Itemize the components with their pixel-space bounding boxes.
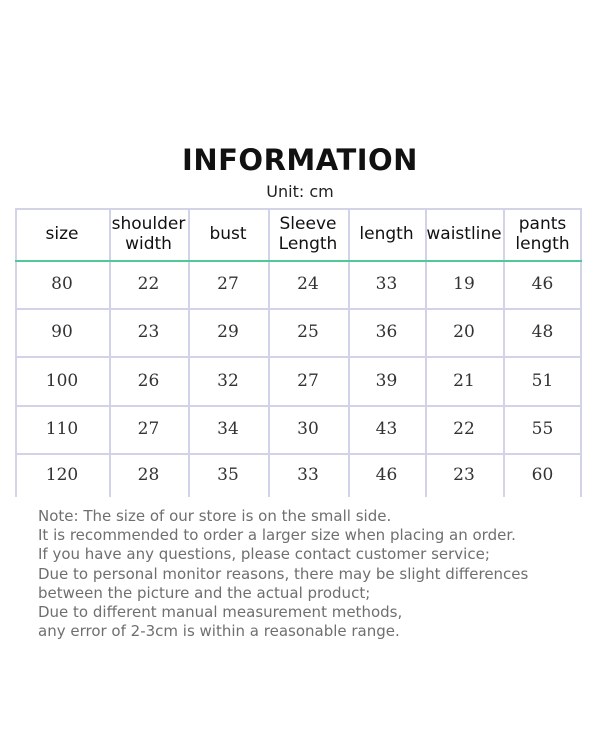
measurement-cell: 48 <box>531 322 554 342</box>
unit-label: Unit: cm <box>266 182 334 201</box>
size-cell: 80 <box>51 274 73 294</box>
measurement-cell: 34 <box>217 419 239 439</box>
table-header-cell <box>425 208 503 260</box>
table-header-cell <box>188 208 268 260</box>
table-header-cell <box>503 208 582 260</box>
measurement-cell: 43 <box>375 419 398 439</box>
size-cell: 120 <box>45 465 79 485</box>
note-line: It is recommended to order a larger size when placing an order. <box>38 526 516 545</box>
measurement-cell: 24 <box>297 274 319 294</box>
note-line: Due to different manual measurement methods, <box>38 603 403 622</box>
measurement-cell: 46 <box>375 465 398 485</box>
measurement-cell: 46 <box>531 274 554 294</box>
measurement-cell: 35 <box>217 465 239 485</box>
table-header-cell <box>15 208 109 260</box>
note-line: any error of 2-3cm is within a reasonable range. <box>38 622 400 641</box>
measurement-cell: 60 <box>531 465 554 485</box>
measurement-cell: 20 <box>453 322 475 342</box>
measurement-cell: 55 <box>531 419 554 439</box>
measurement-cell: 28 <box>137 465 160 485</box>
measurement-cell: 22 <box>137 274 160 294</box>
measurement-cell: 19 <box>453 274 475 294</box>
header-label: length <box>359 224 414 244</box>
measurement-cell: 23 <box>453 465 475 485</box>
table-header-cell <box>348 208 425 260</box>
measurement-cell: 25 <box>297 322 319 342</box>
note-line: Due to personal monitor reasons, there may be slight differences <box>38 564 529 583</box>
measurement-cell: 26 <box>137 370 160 391</box>
header-label: width <box>125 234 172 254</box>
measurement-cell: 21 <box>453 370 475 391</box>
measurement-cell: 51 <box>531 370 554 391</box>
measurement-cell: 27 <box>217 274 239 294</box>
note-line: Note: The size of our store is on the small side. <box>38 507 392 525</box>
measurement-cell: 30 <box>297 419 319 439</box>
header-label: size <box>45 224 79 244</box>
header-label: length <box>515 234 570 254</box>
notes-block <box>38 507 578 641</box>
table-header-cell <box>109 208 188 260</box>
note-line: between the picture and the actual product; <box>38 583 371 602</box>
measurement-cell: 33 <box>297 465 319 485</box>
measurement-cell: 32 <box>217 370 239 391</box>
size-cell: 90 <box>51 322 73 342</box>
header-label: bust <box>209 224 247 244</box>
header-label: Length <box>278 234 338 254</box>
measurement-cell: 27 <box>297 370 319 391</box>
measurement-cell: 33 <box>375 274 398 294</box>
measurement-cell: 36 <box>375 322 398 342</box>
note-line: If you have any questions, please contact customer service; <box>38 545 490 564</box>
measurement-cell: 39 <box>375 370 398 391</box>
measurement-cell: 29 <box>217 322 239 342</box>
header-label: waistline <box>426 224 502 244</box>
size-cell: 110 <box>45 419 79 439</box>
page-title: INFORMATION <box>182 143 418 177</box>
size-table <box>15 208 582 497</box>
measurement-cell: 23 <box>137 322 160 342</box>
header-label: shoulder <box>111 214 186 234</box>
measurement-cell: 27 <box>137 419 160 439</box>
header-label: Sleeve <box>279 214 337 234</box>
table-header-cell <box>268 208 348 260</box>
measurement-cell: 22 <box>453 419 475 439</box>
size-cell: 100 <box>45 370 79 391</box>
header-label: pants <box>518 214 567 234</box>
